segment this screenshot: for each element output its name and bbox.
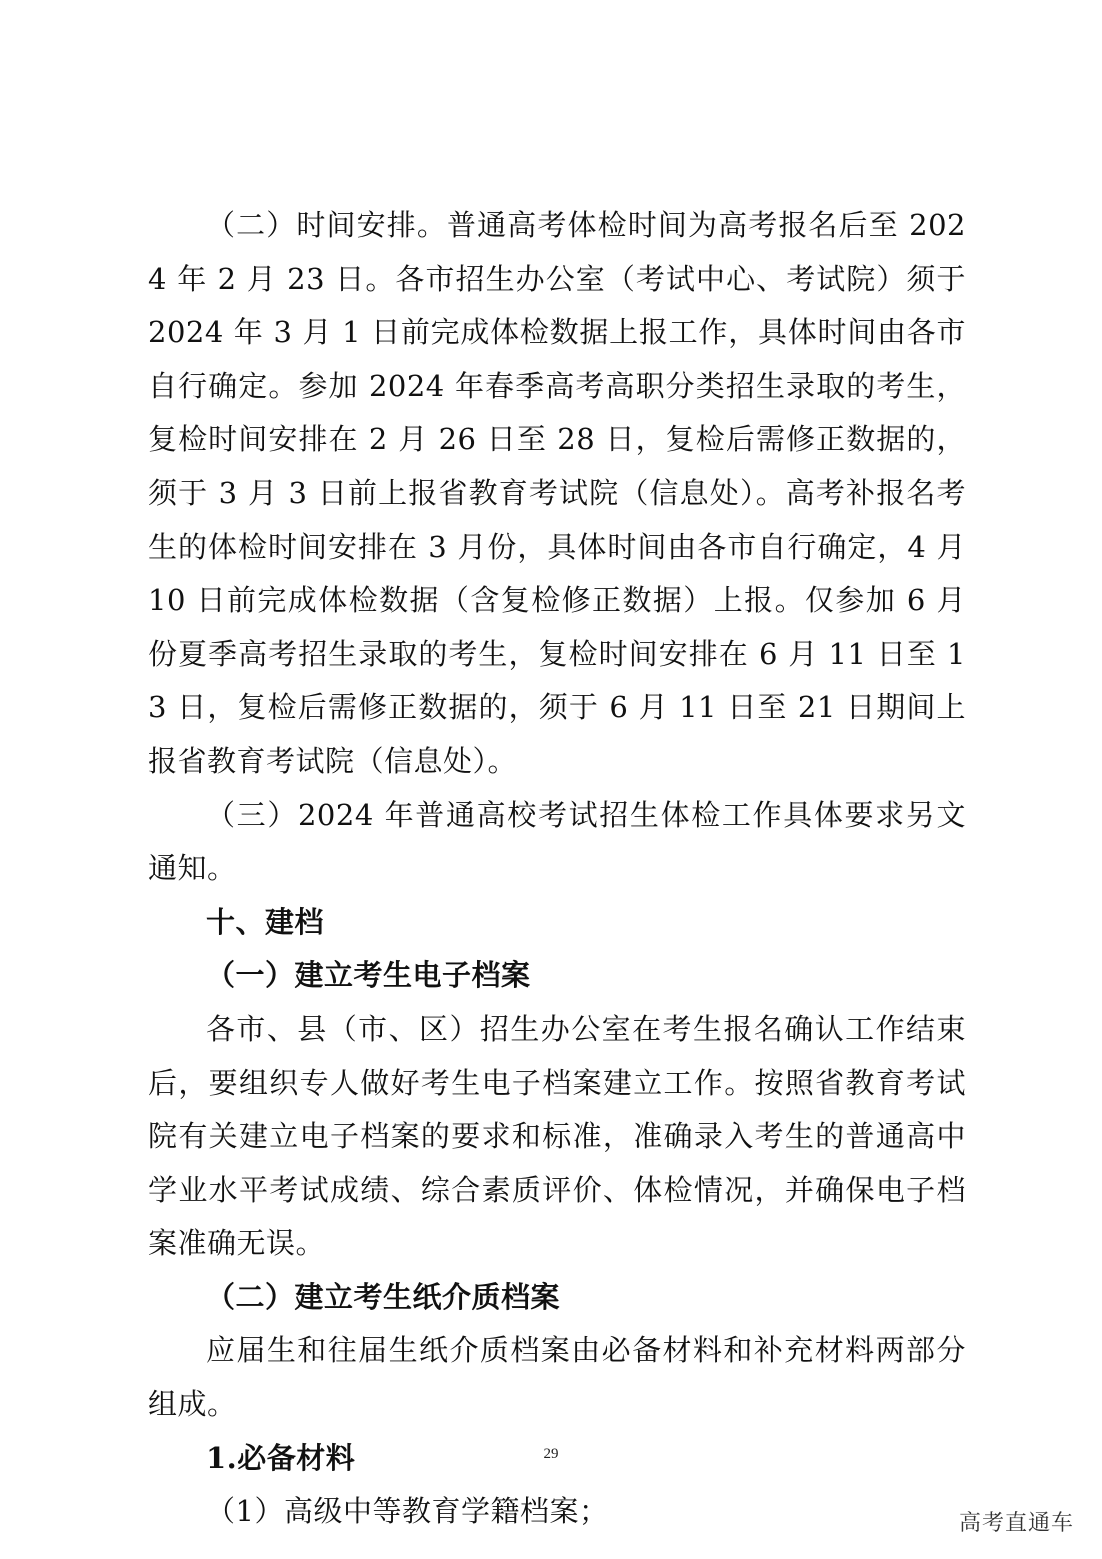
paragraph-schedule: （二）时间安排。普通高考体检时间为高考报名后至 2024 年 2 月 23 日。各市招生办公室（考试中心、考试院）须于 2024 年 3 月 1 日前完成体检数据上报工作，具体时间由各市自行确定。参加 2024 年春季高考高职分类招生录取的考生，复检时间安排在 2 月 26 日至 28 日，复检后需修正数据的，须于 3 月 3 日前上报省教育考试院（信息处）。高考补报名考生的体检时间安排在 3 月份，具体时间由各市自行确定，4 月 10 日前完成体检数据（含复检修正数据）上报。仅参加 6 月份夏季高考招生录取的考生，复检时间安排在 6 月 11 日至 13 日，复检后需修正数据的，须于 6 月 11 日至 21 日期间上报省教育考试院（信息处）。: [148, 208, 966, 778]
paragraph-electronic-archive: 各市、县（市、区）招生办公室在考生报名确认工作结束后，要组织专人做好考生电子档案建立工作。按照省教育考试院有关建立电子档案的要求和标准，准确录入考生的普通高中学业水平考试成绩、综合素质评价、体检情况，并确保电子档案准确无误。: [148, 1011, 966, 1261]
subheading-paper-archive: （二）建立考生纸介质档案: [206, 1279, 561, 1314]
paragraph-paper-archive: 应届生和往届生纸介质档案由必备材料和补充材料两部分组成。: [148, 1333, 966, 1422]
document-body: [148, 199, 966, 1539]
list-item-required-material-1: （1）高级中等教育学籍档案；: [206, 1494, 609, 1529]
watermark: 高考直通车: [958, 1511, 1074, 1536]
section-heading-archive: 十、建档: [206, 904, 325, 939]
subheading-electronic-archive: （一）建立考生电子档案: [206, 958, 531, 993]
page-number: 29: [543, 1446, 559, 1462]
paragraph-requirements: （三）2024 年普通高校考试招生体检工作具体要求另文通知。: [148, 797, 966, 886]
subheading-required-materials: 1.必备材料: [206, 1440, 356, 1475]
